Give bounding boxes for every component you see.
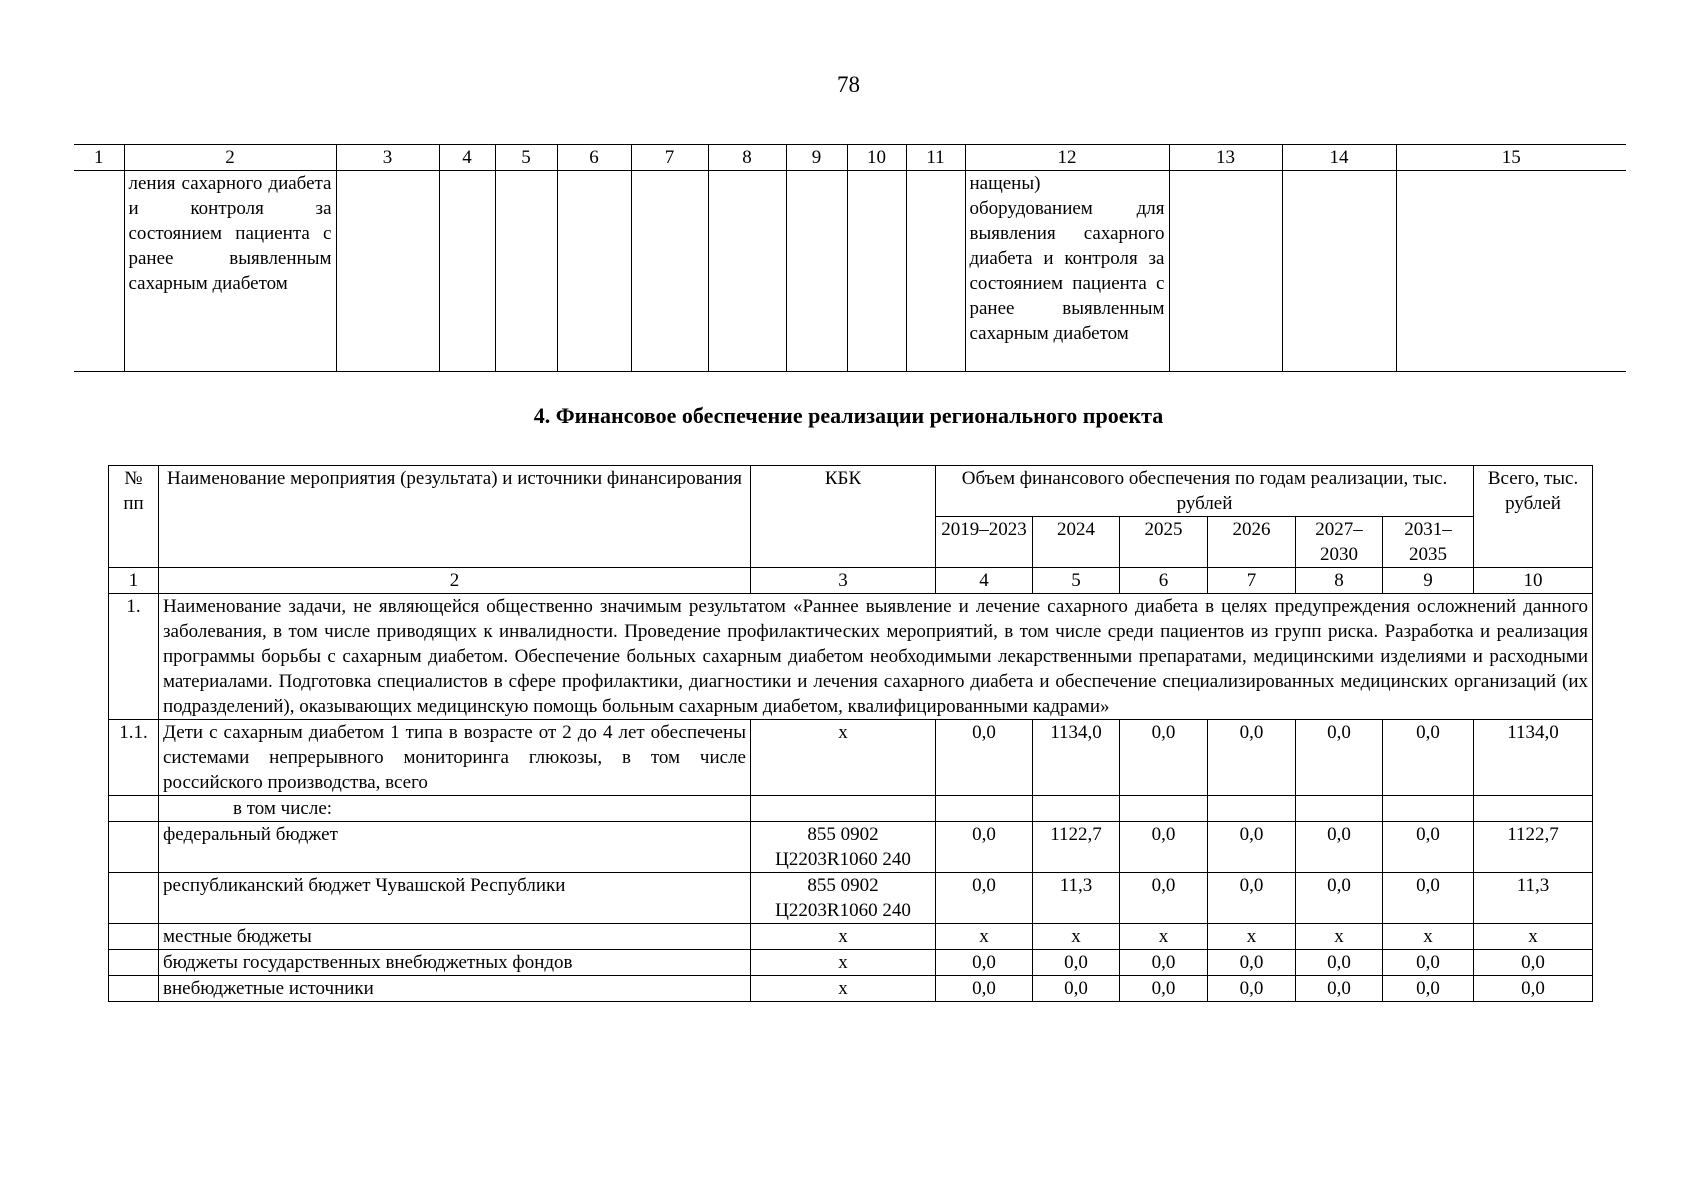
row-value: 0,0 [1296,873,1383,924]
header-num: № пп [109,466,159,568]
row-value: 0,0 [1120,720,1208,796]
row-value: х [1296,924,1383,950]
section-title: 4. Финансовое обеспечение реализации регионального проекта [533,403,1164,428]
col-number: 4 [936,568,1033,594]
row-value: 0,0 [936,822,1033,873]
col-number: 3 [336,145,439,171]
column-number-row [74,145,1626,171]
row-value: 0,0 [1120,976,1208,1002]
row-name: бюджеты государственных внебюджетных фондов [159,950,751,976]
row-value: х [936,924,1033,950]
row-value: 0,0 [936,873,1033,924]
col-number: 15 [1396,145,1626,171]
row-kbk [751,796,936,822]
table-row [109,976,1593,1002]
row-value [1033,796,1120,822]
row-num [109,976,159,1002]
header-kbk: КБК [751,466,936,568]
row-name: федеральный бюджет [159,822,751,873]
col-number: 4 [439,145,495,171]
col-number: 12 [965,145,1169,171]
header-total: Всего, тыс. рублей [1474,466,1593,568]
row-num: 1.1. [109,720,159,796]
header-year: 2019–2023 [936,517,1033,568]
row-value: х [1208,924,1296,950]
col-number: 11 [906,145,965,171]
col-number: 3 [751,568,936,594]
row-value: 0,0 [1033,976,1120,1002]
col-number: 8 [708,145,786,171]
row-value: 1134,0 [1033,720,1120,796]
row-value [1296,796,1383,822]
row-value: х [1033,924,1120,950]
row-num [109,950,159,976]
row-value: 0,0 [1296,976,1383,1002]
col-number: 2 [159,568,751,594]
row-value: 0,0 [1120,873,1208,924]
row-name: местные бюджеты [159,924,751,950]
row-value [1208,796,1296,822]
col-number: 5 [495,145,557,171]
col-number: 6 [557,145,631,171]
row-value: 11,3 [1474,873,1593,924]
row-value: 0,0 [936,950,1033,976]
row-value: 0,0 [1383,873,1474,924]
continuation-table [74,144,1626,372]
task-description: Наименование задачи, не являющейся общественно значимым результатом «Раннее выявление и лечение сахарного диабета в целях предупреждения осложнений данного заболевания, в том числе приводящих к инвалидности. Проведение профилактических мероприятий, в том числе среди пациентов из групп риска. Разработка и реализация программы борьбы с сахарным диабетом. Обеспечение больных сахарным диабетом необходимыми лекарственными препаратами, медицинскими изделиями и расходными материалами. Подготовка специалистов в сфере профилактики, диагностики и лечения сахарного диабета и обеспечение специализированных медицинских организаций (их подразделений), оказывающих медицинскую помощь больным сахарным диабетом, квалифицированными кадрами» [159,594,1593,720]
row-name: Дети с сахарным диабетом 1 типа в возрасте от 2 до 4 лет обеспечены системами непрерывного мониторинга глюкозы, в том числе российского производства, всего [159,720,751,796]
equipment-description-cell: нащены) оборудованием для выявления сахарного диабета и контроля за состоянием пациента с ранее выявленным сахарным диабетом [965,171,1169,372]
row-value: 0,0 [1120,950,1208,976]
row-kbk: 855 0902 Ц2203R1060 240 [751,873,936,924]
row-value [1474,796,1593,822]
row-value: 0,0 [1383,950,1474,976]
row-kbk: х [751,924,936,950]
row-kbk: х [751,950,936,976]
row-value [936,796,1033,822]
table-row [109,796,1593,822]
table-row [74,171,1626,372]
col-number: 9 [786,145,847,171]
col-number: 2 [124,145,336,171]
table-row [109,720,1593,796]
row-kbk: х [751,976,936,1002]
page-number: 78 [837,72,860,97]
row-value [1383,796,1474,822]
row-num [109,924,159,950]
row-value: 0,0 [1383,976,1474,1002]
row-num [109,796,159,822]
row-value: 0,0 [1296,720,1383,796]
row-value: 0,0 [1296,822,1383,873]
col-number: 5 [1033,568,1120,594]
row-value [1120,796,1208,822]
row-value: 11,3 [1033,873,1120,924]
row-value: 0,0 [1208,873,1296,924]
table-row [109,873,1593,924]
row-value: 0,0 [936,720,1033,796]
row-num [109,873,159,924]
row-value: 0,0 [1474,950,1593,976]
row-value: 1134,0 [1474,720,1593,796]
row-value: 0,0 [1208,822,1296,873]
header-name: Наименование мероприятия (результата) и источники финансирования [159,466,751,568]
row-value: 0,0 [1208,950,1296,976]
col-number: 10 [847,145,906,171]
row-kbk: х [751,720,936,796]
header-year: 2026 [1208,517,1296,568]
col-number: 7 [1208,568,1296,594]
col-number: 10 [1474,568,1593,594]
col-number: 1 [109,568,159,594]
row-name: внебюджетные источники [159,976,751,1002]
row-value: 0,0 [1208,720,1296,796]
row-kbk: 855 0902 Ц2203R1060 240 [751,822,936,873]
col-number: 7 [631,145,708,171]
header-year: 2031–2035 [1383,517,1474,568]
task-row [109,594,1593,720]
row-value: 0,0 [1383,720,1474,796]
row-value: х [1474,924,1593,950]
row-value: х [1383,924,1474,950]
row-value: 0,0 [1474,976,1593,1002]
row-value: 0,0 [1120,822,1208,873]
row-num [109,822,159,873]
row-value: 0,0 [936,976,1033,1002]
task-num: 1. [109,594,159,720]
header-year: 2024 [1033,517,1120,568]
col-number: 13 [1169,145,1282,171]
table-row [109,924,1593,950]
column-number-row [109,568,1593,594]
row-value: х [1120,924,1208,950]
header-row [109,466,1593,517]
result-description-cell: ления сахарного диабета и контроля за состоянием пациента с ранее выявленным сахарным диабетом [124,171,336,372]
finance-table [108,465,1593,1002]
row-value: 0,0 [1296,950,1383,976]
col-number: 9 [1383,568,1474,594]
table-row [109,822,1593,873]
col-number: 14 [1282,145,1396,171]
row-value: 0,0 [1383,822,1474,873]
col-number: 1 [74,145,124,171]
header-year: 2027–2030 [1296,517,1383,568]
row-value: 0,0 [1033,950,1120,976]
row-value: 1122,7 [1033,822,1120,873]
row-name: в том числе: [159,796,751,822]
table-row [109,950,1593,976]
row-value: 1122,7 [1474,822,1593,873]
row-name: республиканский бюджет Чувашской Республики [159,873,751,924]
col-number: 8 [1296,568,1383,594]
col-number: 6 [1120,568,1208,594]
row-value: 0,0 [1208,976,1296,1002]
header-year: 2025 [1120,517,1208,568]
header-volume: Объем финансового обеспечения по годам реализации, тыс. рублей [936,466,1474,517]
